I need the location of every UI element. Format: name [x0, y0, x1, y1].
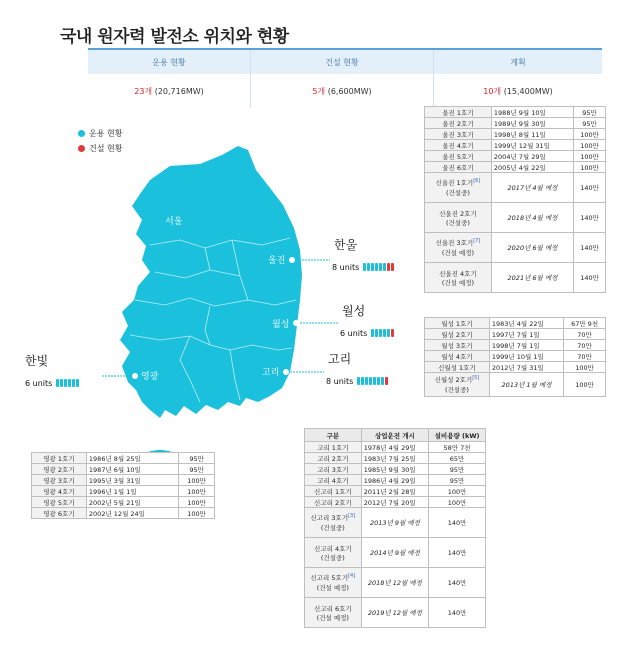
map-label-kori: 고리 [262, 368, 280, 378]
unit-name: 신울진 1호기 [435, 179, 474, 188]
unit-name: 영광 6호기 [43, 509, 75, 518]
table-row [305, 568, 486, 598]
summary-header-construction: 건설 현황 [251, 49, 434, 74]
unit-bar-operating [371, 263, 374, 271]
unit-name: 영광 1호기 [43, 454, 75, 463]
legend-label: 건설 현황 [89, 144, 123, 153]
summary-capacity: (20,716MW) [152, 86, 204, 96]
table-row [425, 173, 606, 203]
unit-bar-operating [56, 379, 59, 387]
unit-bar-operating [68, 379, 71, 387]
unit-name: 신울진 4호기 [439, 269, 477, 278]
unit-status: (건설중) [445, 188, 470, 197]
unit-name-cell [305, 442, 362, 453]
unit-name: 울진 1호기 [442, 108, 474, 117]
plant-wolsong [340, 302, 395, 341]
unit-bars [363, 256, 395, 275]
commercial-operation-date: 1995년 3월 31일 [86, 475, 178, 486]
plant-units: 6 units [340, 329, 368, 338]
commercial-operation-date: 1998년 7월 1일 [489, 340, 563, 351]
unit-name-cell [305, 486, 362, 497]
summary-capacity: (6,600MW) [325, 86, 372, 96]
commercial-operation-date: 2018년 12월 예정 [361, 568, 428, 598]
unit-name: 신고리 3호기 [310, 514, 349, 523]
commercial-operation-date: 1985년 9월 30일 [361, 464, 428, 475]
unit-name: 영광 5호기 [43, 498, 75, 507]
capacity-cell: 65만 [429, 453, 486, 464]
commercial-operation-date: 2014년 9월 예정 [361, 538, 428, 568]
commercial-operation-date: 1998년 8월 11일 [491, 129, 573, 140]
capacity-cell: 100만 [574, 151, 606, 162]
capacity-cell: 100만 [574, 162, 606, 173]
unit-name-cell [425, 318, 490, 329]
commercial-operation-date: 2012년 7월 20일 [361, 497, 428, 508]
capacity-cell: 100만 [429, 486, 486, 497]
unit-bar-operating [365, 377, 368, 385]
wolsong-plant-table [424, 317, 606, 397]
capacity-cell: 95만 [574, 118, 606, 129]
unit-name: 울진 3호기 [442, 130, 474, 139]
unit-name-cell [32, 497, 87, 508]
unit-bar-operating [387, 329, 390, 337]
capacity-cell: 100만 [574, 129, 606, 140]
unit-name-cell [425, 162, 492, 173]
table-row [425, 129, 606, 140]
capacity-cell: 140만 [574, 233, 606, 263]
unit-bars [56, 372, 80, 391]
commercial-operation-date: 2021년 6월 예정 [491, 263, 573, 293]
commercial-operation-date: 2017년 4월 예정 [491, 173, 573, 203]
capacity-cell: 67만 9천 [564, 318, 606, 329]
table-row [32, 486, 215, 497]
commercial-operation-date: 1999년 10월 1일 [489, 351, 563, 362]
unit-name: 월성 1호기 [441, 319, 473, 328]
unit-status: (건설 예정) [441, 278, 475, 287]
unit-name: 신고리 1호기 [314, 487, 352, 496]
capacity-cell: 95만 [179, 453, 215, 464]
capacity-cell: 100만 [429, 497, 486, 508]
capacity-cell: 140만 [429, 508, 486, 538]
plant-units: 8 units [332, 263, 360, 272]
commercial-operation-date: 1986년 4월 29일 [361, 475, 428, 486]
unit-name: 신고리 6호기 [314, 604, 352, 613]
unit-name: 영광 2호기 [43, 465, 75, 474]
footnote-ref: [3] [348, 513, 356, 520]
commercial-operation-date: 2002년 5월 21일 [86, 497, 178, 508]
map-label-uljin: 울진 [268, 256, 286, 266]
table-row [305, 497, 486, 508]
unit-status: (건설 예정) [441, 248, 475, 257]
column-header: 설비용량 (kW) [429, 429, 486, 442]
capacity-cell: 100만 [574, 140, 606, 151]
capacity-cell: 95만 [429, 475, 486, 486]
yeonggwang-plant-table [31, 452, 215, 519]
unit-bar-operating [383, 329, 386, 337]
capacity-cell: 140만 [574, 203, 606, 233]
unit-name-cell [425, 118, 492, 129]
capacity-cell: 140만 [429, 538, 486, 568]
table-row [425, 107, 606, 118]
capacity-cell: 95만 [429, 464, 486, 475]
footnote-ref: [5] [472, 375, 480, 382]
legend-label: 운용 현황 [89, 129, 123, 138]
unit-bar-operating [361, 377, 364, 385]
capacity-cell: 100만 [179, 486, 215, 497]
unit-name-cell [425, 340, 490, 351]
kori-plant-table [304, 428, 486, 628]
commercial-operation-date: 2013년 9월 예정 [361, 508, 428, 538]
summary-count: 23개 [134, 86, 153, 96]
capacity-cell: 95만 [179, 464, 215, 475]
unit-bars [357, 370, 389, 389]
commercial-operation-date: 2013년 1월 예정 [489, 373, 563, 397]
unit-name-cell [425, 151, 492, 162]
table-row [425, 351, 606, 362]
plant-name: 고리 [328, 352, 352, 366]
unit-bar-operating [383, 263, 386, 271]
table-row [305, 475, 486, 486]
commercial-operation-date: 1987년 6월 10일 [86, 464, 178, 475]
table-row [32, 475, 215, 486]
unit-bar-operating [369, 377, 372, 385]
table-header-row [305, 429, 486, 442]
column-header: 상업운전 개시 [361, 429, 428, 442]
unit-bar-operating [379, 263, 382, 271]
commercial-operation-date: 1997년 7월 1일 [489, 329, 563, 340]
footnote-ref: [6] [473, 178, 481, 185]
unit-name-cell [425, 107, 492, 118]
commercial-operation-date: 1988년 9월 10일 [491, 107, 573, 118]
unit-name-cell [305, 464, 362, 475]
unit-bar-operating [377, 377, 380, 385]
kori-marker [283, 369, 289, 375]
plant-units: 8 units [326, 377, 354, 386]
unit-bar-operating [375, 263, 378, 271]
summary-count: 10개 [483, 86, 502, 96]
capacity-cell: 140만 [429, 568, 486, 598]
unit-name-cell [32, 475, 87, 486]
unit-bar-operating [363, 263, 366, 271]
uljin-plant-table [424, 106, 606, 293]
unit-name-cell [425, 233, 492, 263]
unit-name-cell [305, 453, 362, 464]
summary-header-operating: 운용 현황 [88, 49, 251, 74]
unit-name-cell [32, 464, 87, 475]
unit-name-cell [32, 508, 87, 519]
capacity-cell: 70만 [564, 329, 606, 340]
table-row [425, 118, 606, 129]
unit-name-cell [425, 351, 490, 362]
unit-name-cell [425, 329, 490, 340]
unit-status: (건설중) [320, 523, 345, 532]
unit-name-cell [305, 568, 362, 598]
unit-name: 영광 4호기 [43, 487, 75, 496]
plant-name: 한울 [334, 238, 358, 252]
table-row [425, 340, 606, 351]
unit-name: 울진 4호기 [442, 141, 474, 150]
table-row [425, 162, 606, 173]
unit-name-cell [425, 362, 490, 373]
unit-name: 신고리 5호기 [310, 574, 349, 583]
footnote-ref: [7] [473, 238, 481, 245]
table-row [425, 263, 606, 293]
unit-name-cell [425, 140, 492, 151]
capacity-cell: 58만 7천 [429, 442, 486, 453]
commercial-operation-date: 1996년 1월 1일 [86, 486, 178, 497]
commercial-operation-date: 1986년 8월 25일 [86, 453, 178, 464]
unit-bar-construction [391, 329, 394, 337]
table-row [305, 508, 486, 538]
unit-bar-operating [72, 379, 75, 387]
unit-name: 월성 4호기 [441, 352, 473, 361]
commercial-operation-date: 2011년 2월 28일 [361, 486, 428, 497]
unit-name: 신고리 2호기 [314, 498, 352, 507]
unit-bar-operating [60, 379, 63, 387]
plant-name: 한빛 [25, 354, 49, 368]
unit-name-cell [305, 475, 362, 486]
unit-bar-operating [367, 263, 370, 271]
unit-status: (건설중) [320, 553, 345, 562]
commercial-operation-date: 1989년 9월 30일 [491, 118, 573, 129]
unit-bar-construction [385, 377, 388, 385]
unit-name: 영광 3호기 [43, 476, 75, 485]
unit-name: 신고리 4호기 [314, 544, 352, 553]
capacity-cell: 95만 [574, 107, 606, 118]
wolsong-marker [293, 320, 299, 326]
unit-bar-operating [357, 377, 360, 385]
commercial-operation-date: 2020년 6월 예정 [491, 233, 573, 263]
unit-status: (건설중) [444, 385, 469, 394]
table-row [425, 140, 606, 151]
unit-name: 울진 5호기 [442, 152, 474, 161]
commercial-operation-date: 2019년 12월 예정 [361, 598, 428, 628]
commercial-operation-date: 1983년 7월 25일 [361, 453, 428, 464]
uljin-marker [289, 257, 295, 263]
table-row [425, 203, 606, 233]
capacity-cell: 70만 [564, 351, 606, 362]
table-row [305, 442, 486, 453]
unit-name: 고리 1호기 [317, 443, 349, 452]
unit-name: 월성 2호기 [441, 330, 473, 339]
unit-name: 신울진 2호기 [439, 209, 477, 218]
unit-name-cell [425, 173, 492, 203]
table-row [425, 233, 606, 263]
table-row [32, 497, 215, 508]
plant-hanbit [25, 352, 80, 391]
unit-name: 울진 2호기 [442, 119, 474, 128]
summary-header-plan: 계획 [434, 49, 603, 74]
capacity-cell: 70만 [564, 340, 606, 351]
unit-bars [371, 322, 395, 341]
commercial-operation-date: 1978년 4월 29일 [361, 442, 428, 453]
unit-name-cell [425, 203, 492, 233]
yeonggwang-marker [132, 373, 138, 379]
unit-name-cell [305, 497, 362, 508]
commercial-operation-date: 2005년 4월 22일 [491, 162, 573, 173]
column-header: 구분 [305, 429, 362, 442]
unit-bar-operating [64, 379, 67, 387]
unit-status: (건설 예정) [316, 583, 349, 592]
commercial-operation-date: 1983년 4월 22일 [489, 318, 563, 329]
map-label-seoul: 서울 [165, 217, 183, 227]
table-row [32, 453, 215, 464]
unit-name: 고리 4호기 [317, 476, 349, 485]
unit-bar-operating [381, 377, 384, 385]
table-row [32, 508, 215, 519]
unit-name-cell [425, 373, 490, 397]
unit-name-cell [305, 598, 362, 628]
capacity-cell: 100만 [564, 362, 606, 373]
unit-name: 고리 3호기 [317, 465, 349, 474]
table-row [305, 598, 486, 628]
map-label-wolsong: 월성 [272, 320, 290, 330]
unit-name: 월성 3호기 [441, 341, 473, 350]
unit-name: 신울진 3호기 [435, 239, 474, 248]
capacity-cell: 100만 [179, 475, 215, 486]
table-row [305, 538, 486, 568]
unit-bar-construction [391, 263, 394, 271]
unit-name-cell [425, 263, 492, 293]
table-row [425, 329, 606, 340]
plant-units: 6 units [25, 379, 53, 388]
capacity-cell: 100만 [179, 508, 215, 519]
table-row [32, 464, 215, 475]
unit-name-cell [32, 453, 87, 464]
table-row [425, 151, 606, 162]
summary-capacity: (15,400MW) [501, 86, 553, 96]
commercial-operation-date: 2012년 7월 31일 [489, 362, 563, 373]
table-row [305, 486, 486, 497]
unit-name: 신월성 1호기 [438, 363, 476, 372]
commercial-operation-date: 2004년 7월 29일 [491, 151, 573, 162]
unit-bar-operating [373, 377, 376, 385]
unit-name: 울진 6호기 [442, 163, 474, 172]
commercial-operation-date: 1999년 12월 31일 [491, 140, 573, 151]
map-label-yeonggwang: 영광 [141, 372, 159, 382]
table-row [425, 373, 606, 397]
footnote-ref: [4] [348, 573, 356, 580]
capacity-cell: 100만 [179, 497, 215, 508]
commercial-operation-date: 2018년 4월 예정 [491, 203, 573, 233]
plant-name: 월성 [342, 304, 366, 318]
capacity-cell: 140만 [574, 263, 606, 293]
unit-name-cell [32, 486, 87, 497]
capacity-cell: 140만 [429, 598, 486, 628]
table-row [305, 464, 486, 475]
unit-status: (건설중) [445, 218, 470, 227]
unit-status: (건설 예정) [316, 613, 349, 622]
unit-name-cell [305, 538, 362, 568]
unit-name: 신월성 2호기 [434, 376, 473, 385]
unit-bar-construction [387, 263, 390, 271]
commercial-operation-date: 2002년 12월 24일 [86, 508, 178, 519]
plant-kori [326, 350, 389, 389]
capacity-cell: 140만 [574, 173, 606, 203]
unit-bar-operating [371, 329, 374, 337]
table-row [305, 453, 486, 464]
capacity-cell: 100만 [564, 373, 606, 397]
summary-count: 5개 [312, 86, 326, 96]
table-row [425, 362, 606, 373]
unit-name-cell [305, 508, 362, 538]
unit-bar-operating [76, 379, 79, 387]
unit-bar-operating [379, 329, 382, 337]
page-title: 국내 원자력 발전소 위치와 현황 [60, 27, 289, 47]
table-row [425, 318, 606, 329]
unit-name-cell [425, 129, 492, 140]
unit-name: 고리 2호기 [317, 454, 349, 463]
plant-hanul [332, 236, 395, 275]
unit-bar-operating [375, 329, 378, 337]
